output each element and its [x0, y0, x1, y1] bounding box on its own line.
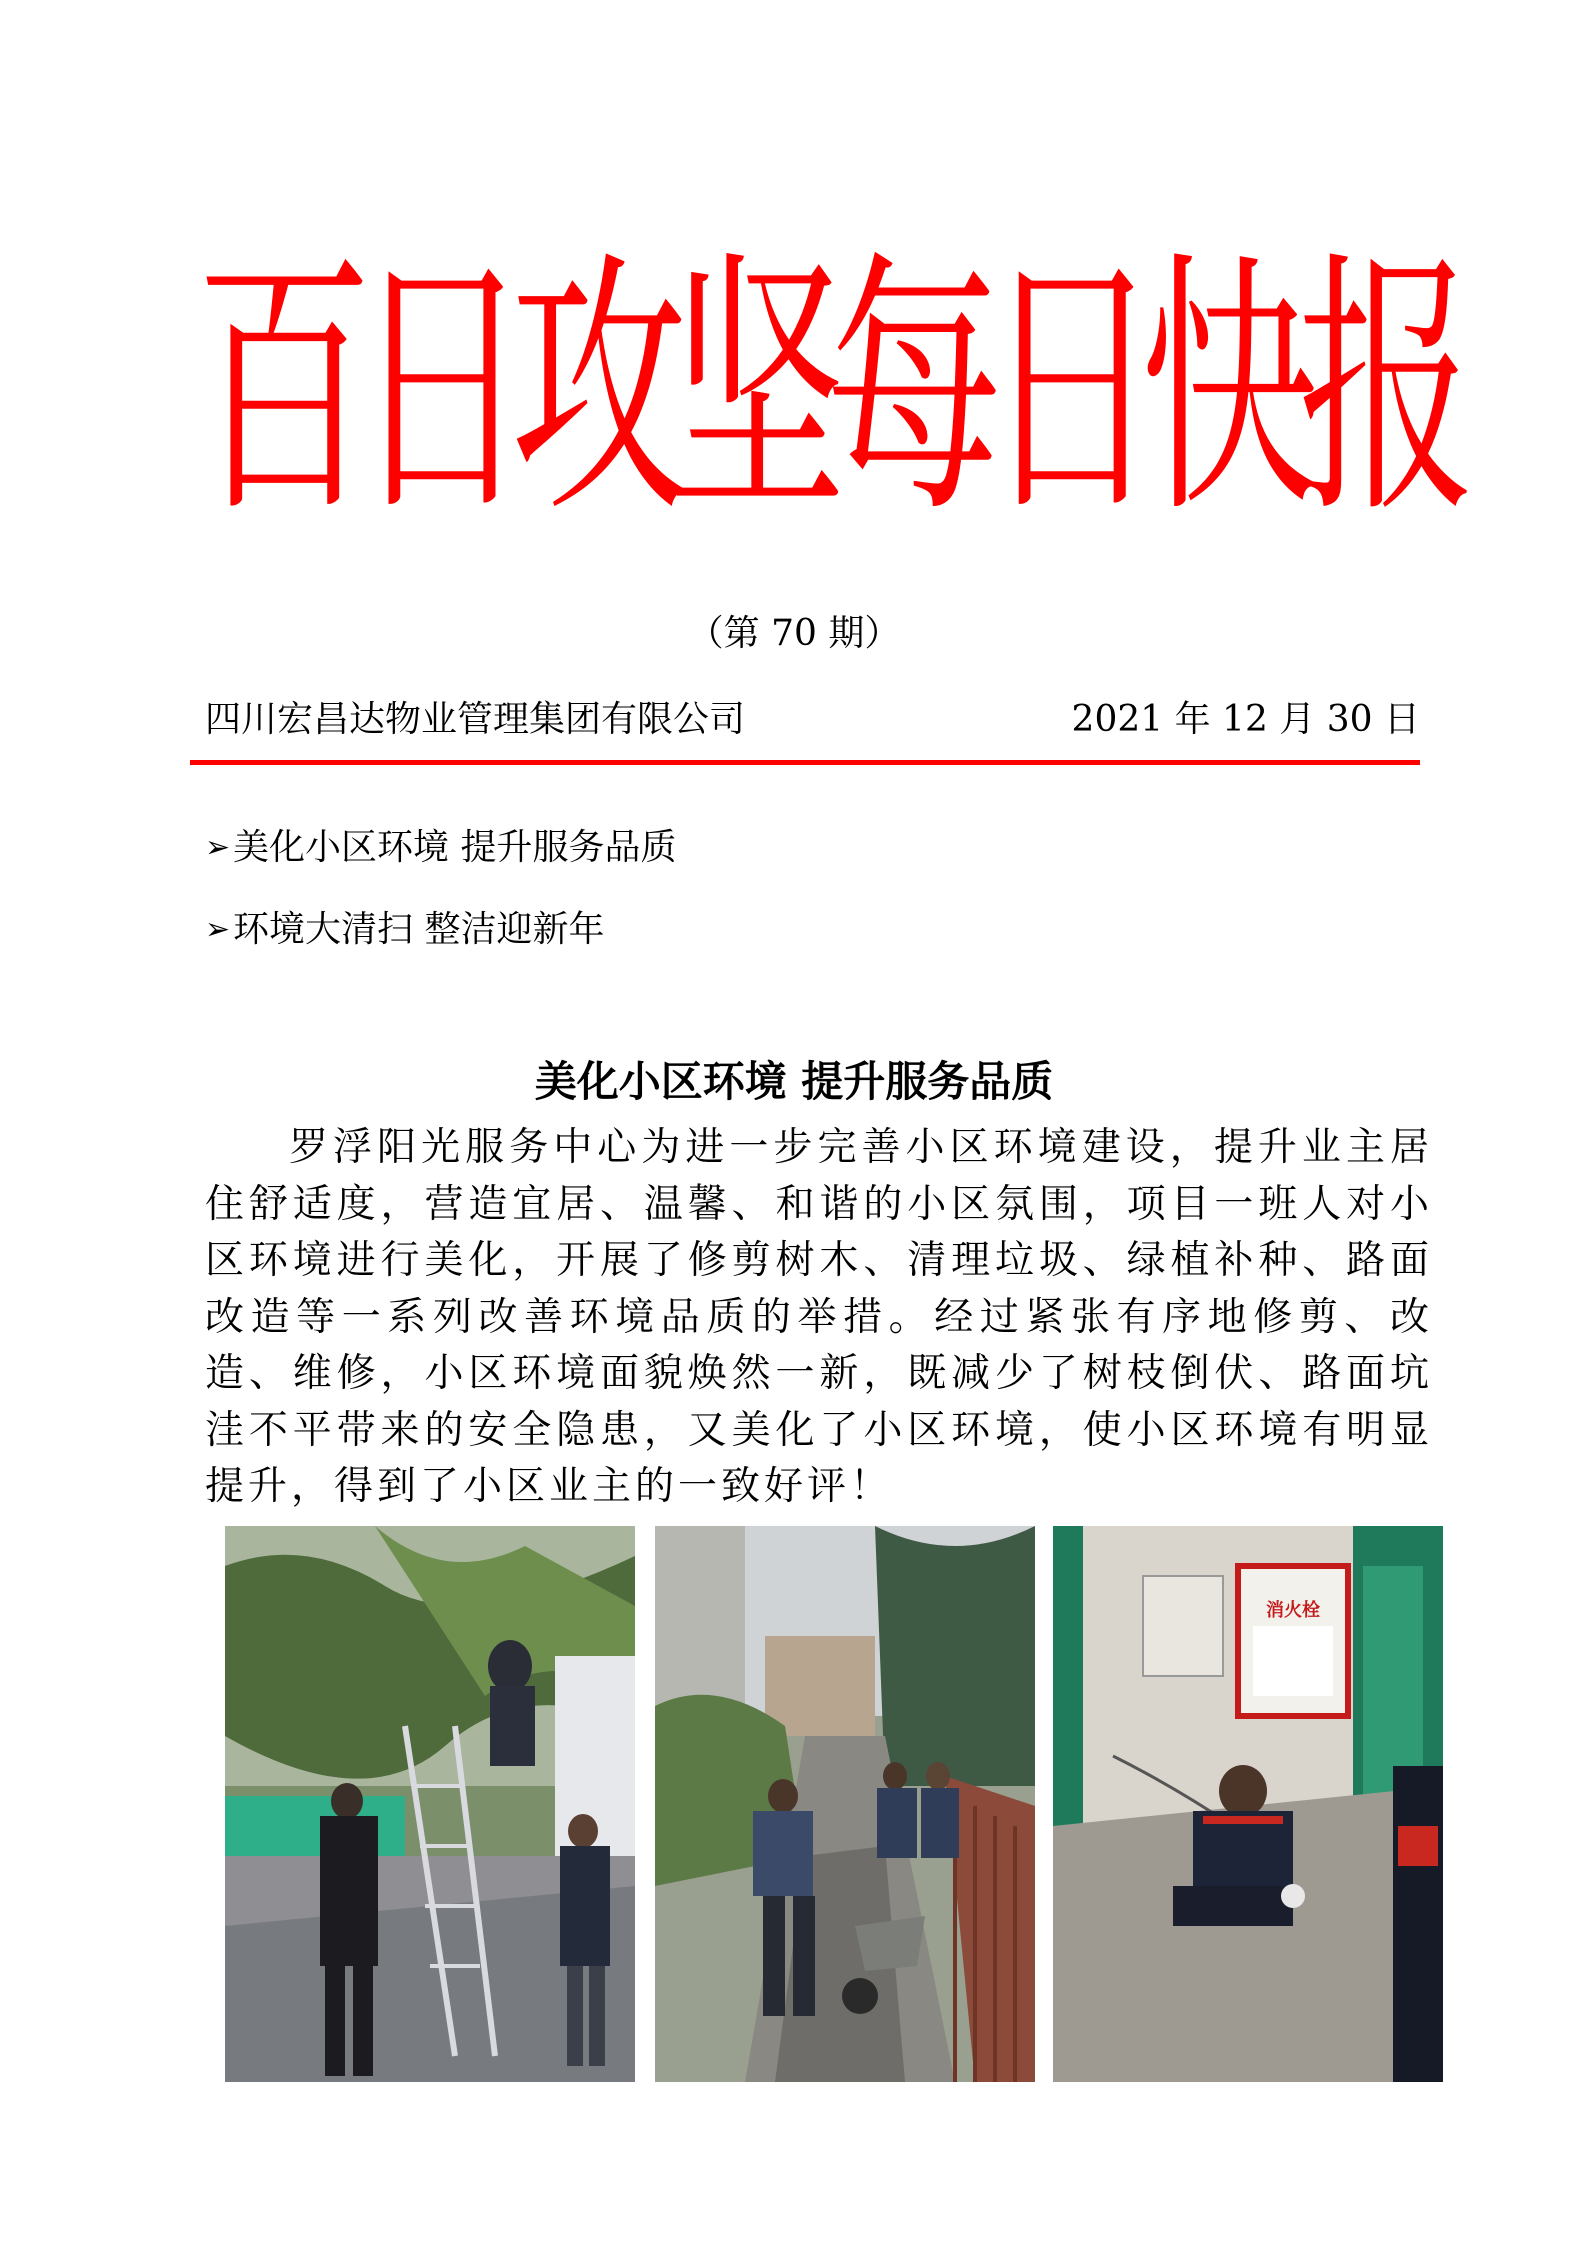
masthead-char: 日 — [982, 228, 1161, 550]
company-name: 四川宏昌达物业管理集团有限公司 — [205, 699, 746, 740]
masthead-char: 报 — [1297, 228, 1476, 550]
photo-facility-repair — [1053, 1526, 1443, 2082]
masthead-title — [195, 142, 1476, 638]
photo-road-repair — [655, 1526, 1035, 2082]
header-divider — [190, 760, 1420, 765]
photo-tree-pruning — [225, 1526, 635, 2082]
masthead-char: 坚 — [667, 228, 846, 550]
article-title: 美化小区环境 提升服务品质 — [534, 1057, 1054, 1106]
contents-item-label: 环境大清扫 整洁迎新年 — [233, 909, 605, 950]
contents-list — [205, 826, 676, 990]
contents-item-label: 美化小区环境 提升服务品质 — [233, 827, 677, 868]
masthead-char: 快 — [1140, 228, 1319, 550]
fire-hydrant-sign: 消火栓 — [1266, 1600, 1320, 1621]
masthead-char: 百 — [195, 228, 373, 550]
arrow-bullet-icon: ➢ — [205, 912, 231, 947]
publish-date: 2021 年 12 月 30 日 — [1071, 699, 1420, 740]
contents-item — [205, 826, 676, 908]
photo-strip — [0, 1526, 1588, 2082]
masthead-char: 攻 — [510, 228, 689, 550]
meta-row — [205, 698, 1420, 742]
masthead-char: 每 — [825, 228, 1004, 550]
article-body: 罗浮阳光服务中心为进一步完善小区环境建设，提升业主居住舒适度，营造宜居、温馨、和谐的小区氛围，项目一班人对小区环境进行美化，开展了修剪树木、清理垃圾、绿植补种、路面改造等一系列改善环境品质的举措。经过紧张有序地修剪、改造、维修，小区环境面貌焕然一新，既减少了树枝倒伏、路面坑洼不平带来的安全隐患，又美化了小区环境，使小区环境有明显提升，得到了小区业主的一致好评！ — [205, 1125, 1433, 1509]
arrow-bullet-icon: ➢ — [205, 830, 231, 865]
issue-number: （第 70 期） — [687, 613, 901, 654]
contents-item — [205, 908, 676, 990]
masthead-char: 日 — [352, 228, 531, 550]
